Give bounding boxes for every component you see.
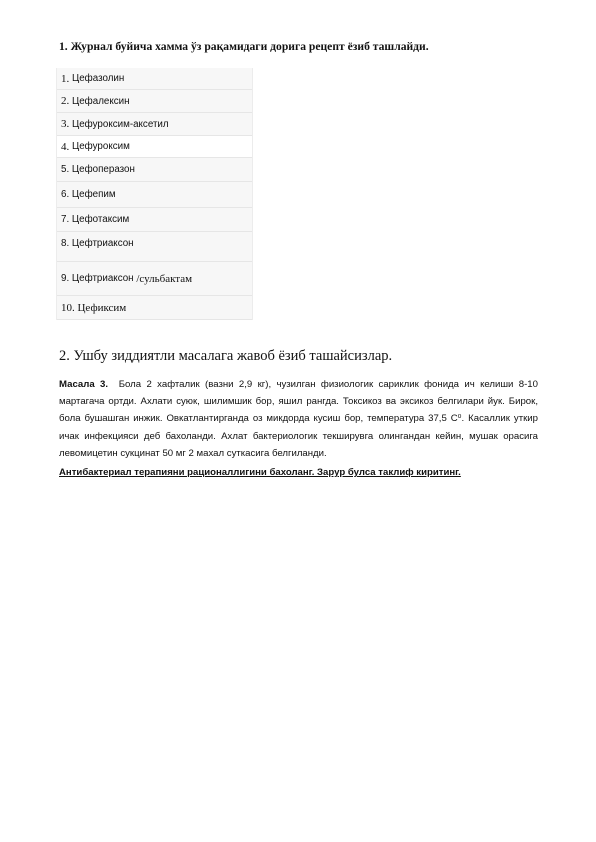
drug-row-1: [57, 68, 252, 90]
drug-name: Цефотаксим: [71, 214, 130, 225]
question-1-heading: 1. Журнал буйича хамма ўз рақамидаги дорига рецепт ёзиб ташлайди.: [59, 40, 429, 53]
drug-name: Цефуроксим-аксетил: [71, 118, 169, 130]
drug-row-7: [57, 208, 252, 232]
drug-row-2: [57, 90, 252, 113]
drug-name: Цефепим: [71, 189, 116, 200]
drug-name: Цефоперазон: [71, 164, 135, 175]
problem-text: Бола 2 хафталик (вазни 2,9 кг), чузилган физиологик сариклик фонида ич келиши 8-10 мартагача ортди. Ахлати суюк, шилимшик бор, яшил рангда. Токсикоз ва эксикоз белгилари йук. Бирок, бола бушашган инжик. Овкатлантирганда оз микдорда кусиш бор, температура 37,5 С⁰. Касаллик уткир ичак инфекцияси деб бахоланди. Ахлат бактериологик текширувга олингандан кейин, мушак орасига левомицетин сукцинат 50 мг 2 махал суткасига белгиланди.: [59, 379, 538, 459]
drug-name: Цефуроксим: [71, 141, 130, 152]
drug-number: 2.: [61, 95, 70, 107]
drug-name: Цефалексин: [71, 95, 130, 107]
drug-name: Цефтриаксон: [71, 238, 134, 249]
drug-row-5: [57, 158, 252, 182]
drug-row-8: [57, 232, 252, 262]
task-instruction: Антибактериал терапияни рационаллигини бахоланг. Зарур булса таклиф киритинг.: [59, 467, 461, 478]
question-2-heading: 2. Ушбу зиддиятли масалага жавоб ёзиб ташайсизлар.: [59, 348, 393, 364]
drug-number: 10.: [61, 301, 75, 314]
drug-list: [56, 68, 253, 320]
drug-number: 6.: [61, 189, 70, 200]
drug-name: Цефазолин: [71, 73, 125, 84]
drug-row-4: [57, 136, 252, 158]
drug-number: 7.: [61, 214, 70, 225]
drug-number: 4.: [61, 140, 70, 153]
drug-number: 5.: [61, 164, 70, 175]
drug-number: 3.: [61, 118, 70, 130]
drug-name-suffix: /сульбактам: [136, 272, 193, 285]
drug-number: 8.: [61, 238, 70, 249]
drug-row-6: [57, 182, 252, 208]
problem-label: Масала 3.: [59, 379, 109, 390]
drug-name: Цефиксим: [77, 301, 127, 314]
problem-paragraph: [59, 376, 538, 462]
drug-row-10: [57, 296, 252, 320]
drug-row-9: [57, 262, 252, 296]
drug-name: Цефтриаксон: [71, 273, 134, 284]
drug-row-3: [57, 113, 252, 136]
drug-number: 1.: [61, 72, 70, 85]
drug-number: 9.: [61, 273, 70, 284]
